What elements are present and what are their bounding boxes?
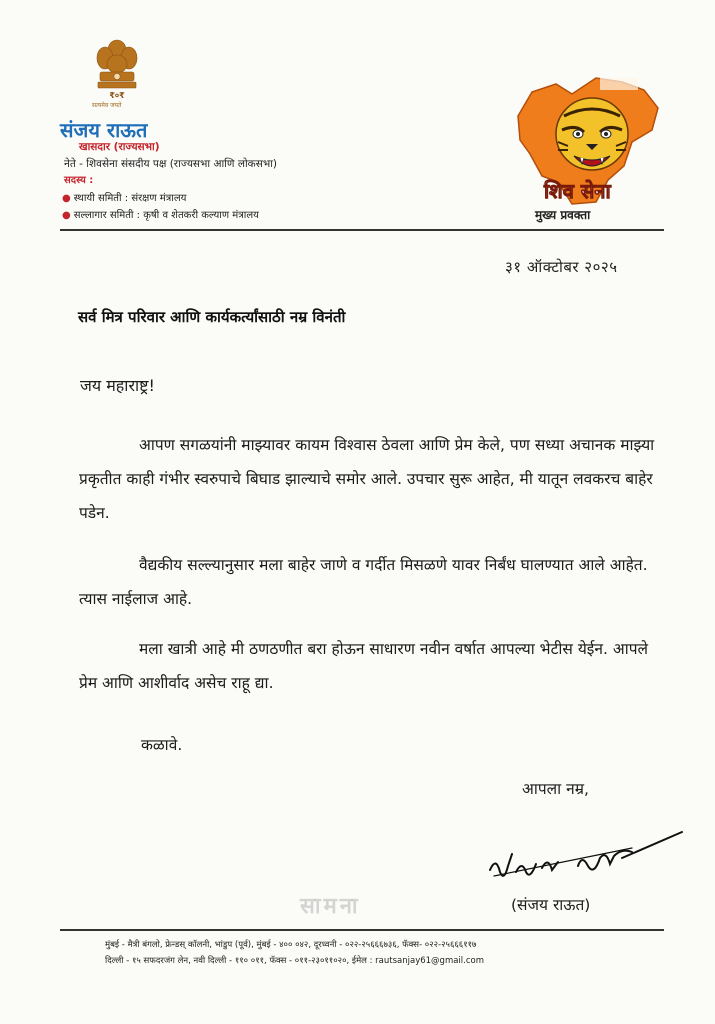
leader-line: नेते - शिवसेना संसदीय पक्ष (राज्यसभा आणि लोकसभा) xyxy=(64,158,278,170)
footer-address-delhi: दिल्ली - १५ सफदरजंग लेन, नवी दिल्ली - ११० ०११, फॅक्स - ०११-२३०११०२०, ईमेल : rautsanjay61@gmail.com xyxy=(105,956,485,966)
committee-label: स्थायी समिती : संरक्षण मंत्रालय xyxy=(73,193,187,204)
committee-item xyxy=(62,190,186,204)
signature-name: (संजय राऊत) xyxy=(511,896,591,914)
footer-address-mumbai: मुंबई - मैत्री बंगलो, फ्रेन्डस् कॉलनी, भांडुप (पूर्व), मुंबई - ४०० ०४२, दूरध्वनी - ०२२-२५६६६७३६, फॅक्स- ०२२-२५६६६११७ xyxy=(105,940,477,950)
committee-label: सल्लागार समिती : कृषी व शेतकरी कल्याण मंत्रालय xyxy=(73,210,259,221)
sender-title: खासदार (राज्यसभा) xyxy=(79,141,160,153)
body-paragraph: आपण सगळयांनी माझ्यावर कायम विश्वास ठेवला आणि प्रेम केले, पण सध्या अचानक माझ्या प्रकृतीत काही गंभीर स्वरुपाचे बिघाड झाल्याचे समोर आले. उपचार सुरू आहेत, मी यातून लवकरच बाहेर पडेन. xyxy=(79,436,655,522)
letter-date: ३१ ऑक्टोबर २०२५ xyxy=(505,258,618,276)
handwritten-signature xyxy=(482,826,687,886)
designation: मुख्य प्रवक्ता xyxy=(535,208,591,222)
logo-text: शिव सेना xyxy=(544,179,611,203)
committee-item xyxy=(62,207,259,221)
letter-kalave: कळावे. xyxy=(141,736,183,754)
bullet-icon: ● xyxy=(62,193,71,204)
letter-closing: आपला नम्र, xyxy=(522,780,589,798)
sender-name: संजय राऊत xyxy=(60,118,148,142)
member-label: सदस्य : xyxy=(64,175,94,186)
watermark-stamp: सामना xyxy=(300,894,361,919)
letter-subject: सर्व मित्र परिवार आणि कार्यकर्त्यांसाठी नम्र विनंती xyxy=(78,308,346,326)
header-divider xyxy=(60,229,664,231)
body-paragraph: वैद्यकीय सल्ल्यानुसार मला बाहेर जाणे व गर्दीत मिसळणे यावर निर्बंध घालण्यात आले आहेत. त्यास नाईलाज आहे. xyxy=(79,556,648,608)
shivsena-tiger-logo xyxy=(512,72,662,212)
letter-greeting: जय महाराष्ट्र! xyxy=(80,376,155,395)
svg-text:₹०₹: ₹०₹ xyxy=(109,91,125,100)
emblem-motto: सत्यमेव जयते xyxy=(92,102,122,109)
national-emblem-icon xyxy=(88,38,146,100)
footer-divider xyxy=(60,929,664,931)
body-paragraph: मला खात्री आहे मी ठणठणीत बरा होऊन साधारण नवीन वर्षात आपल्या भेटीस येईन. आपले प्रेम आणि आशीर्वाद असेच राहू द्या. xyxy=(79,640,649,692)
bullet-icon: ● xyxy=(62,210,71,221)
